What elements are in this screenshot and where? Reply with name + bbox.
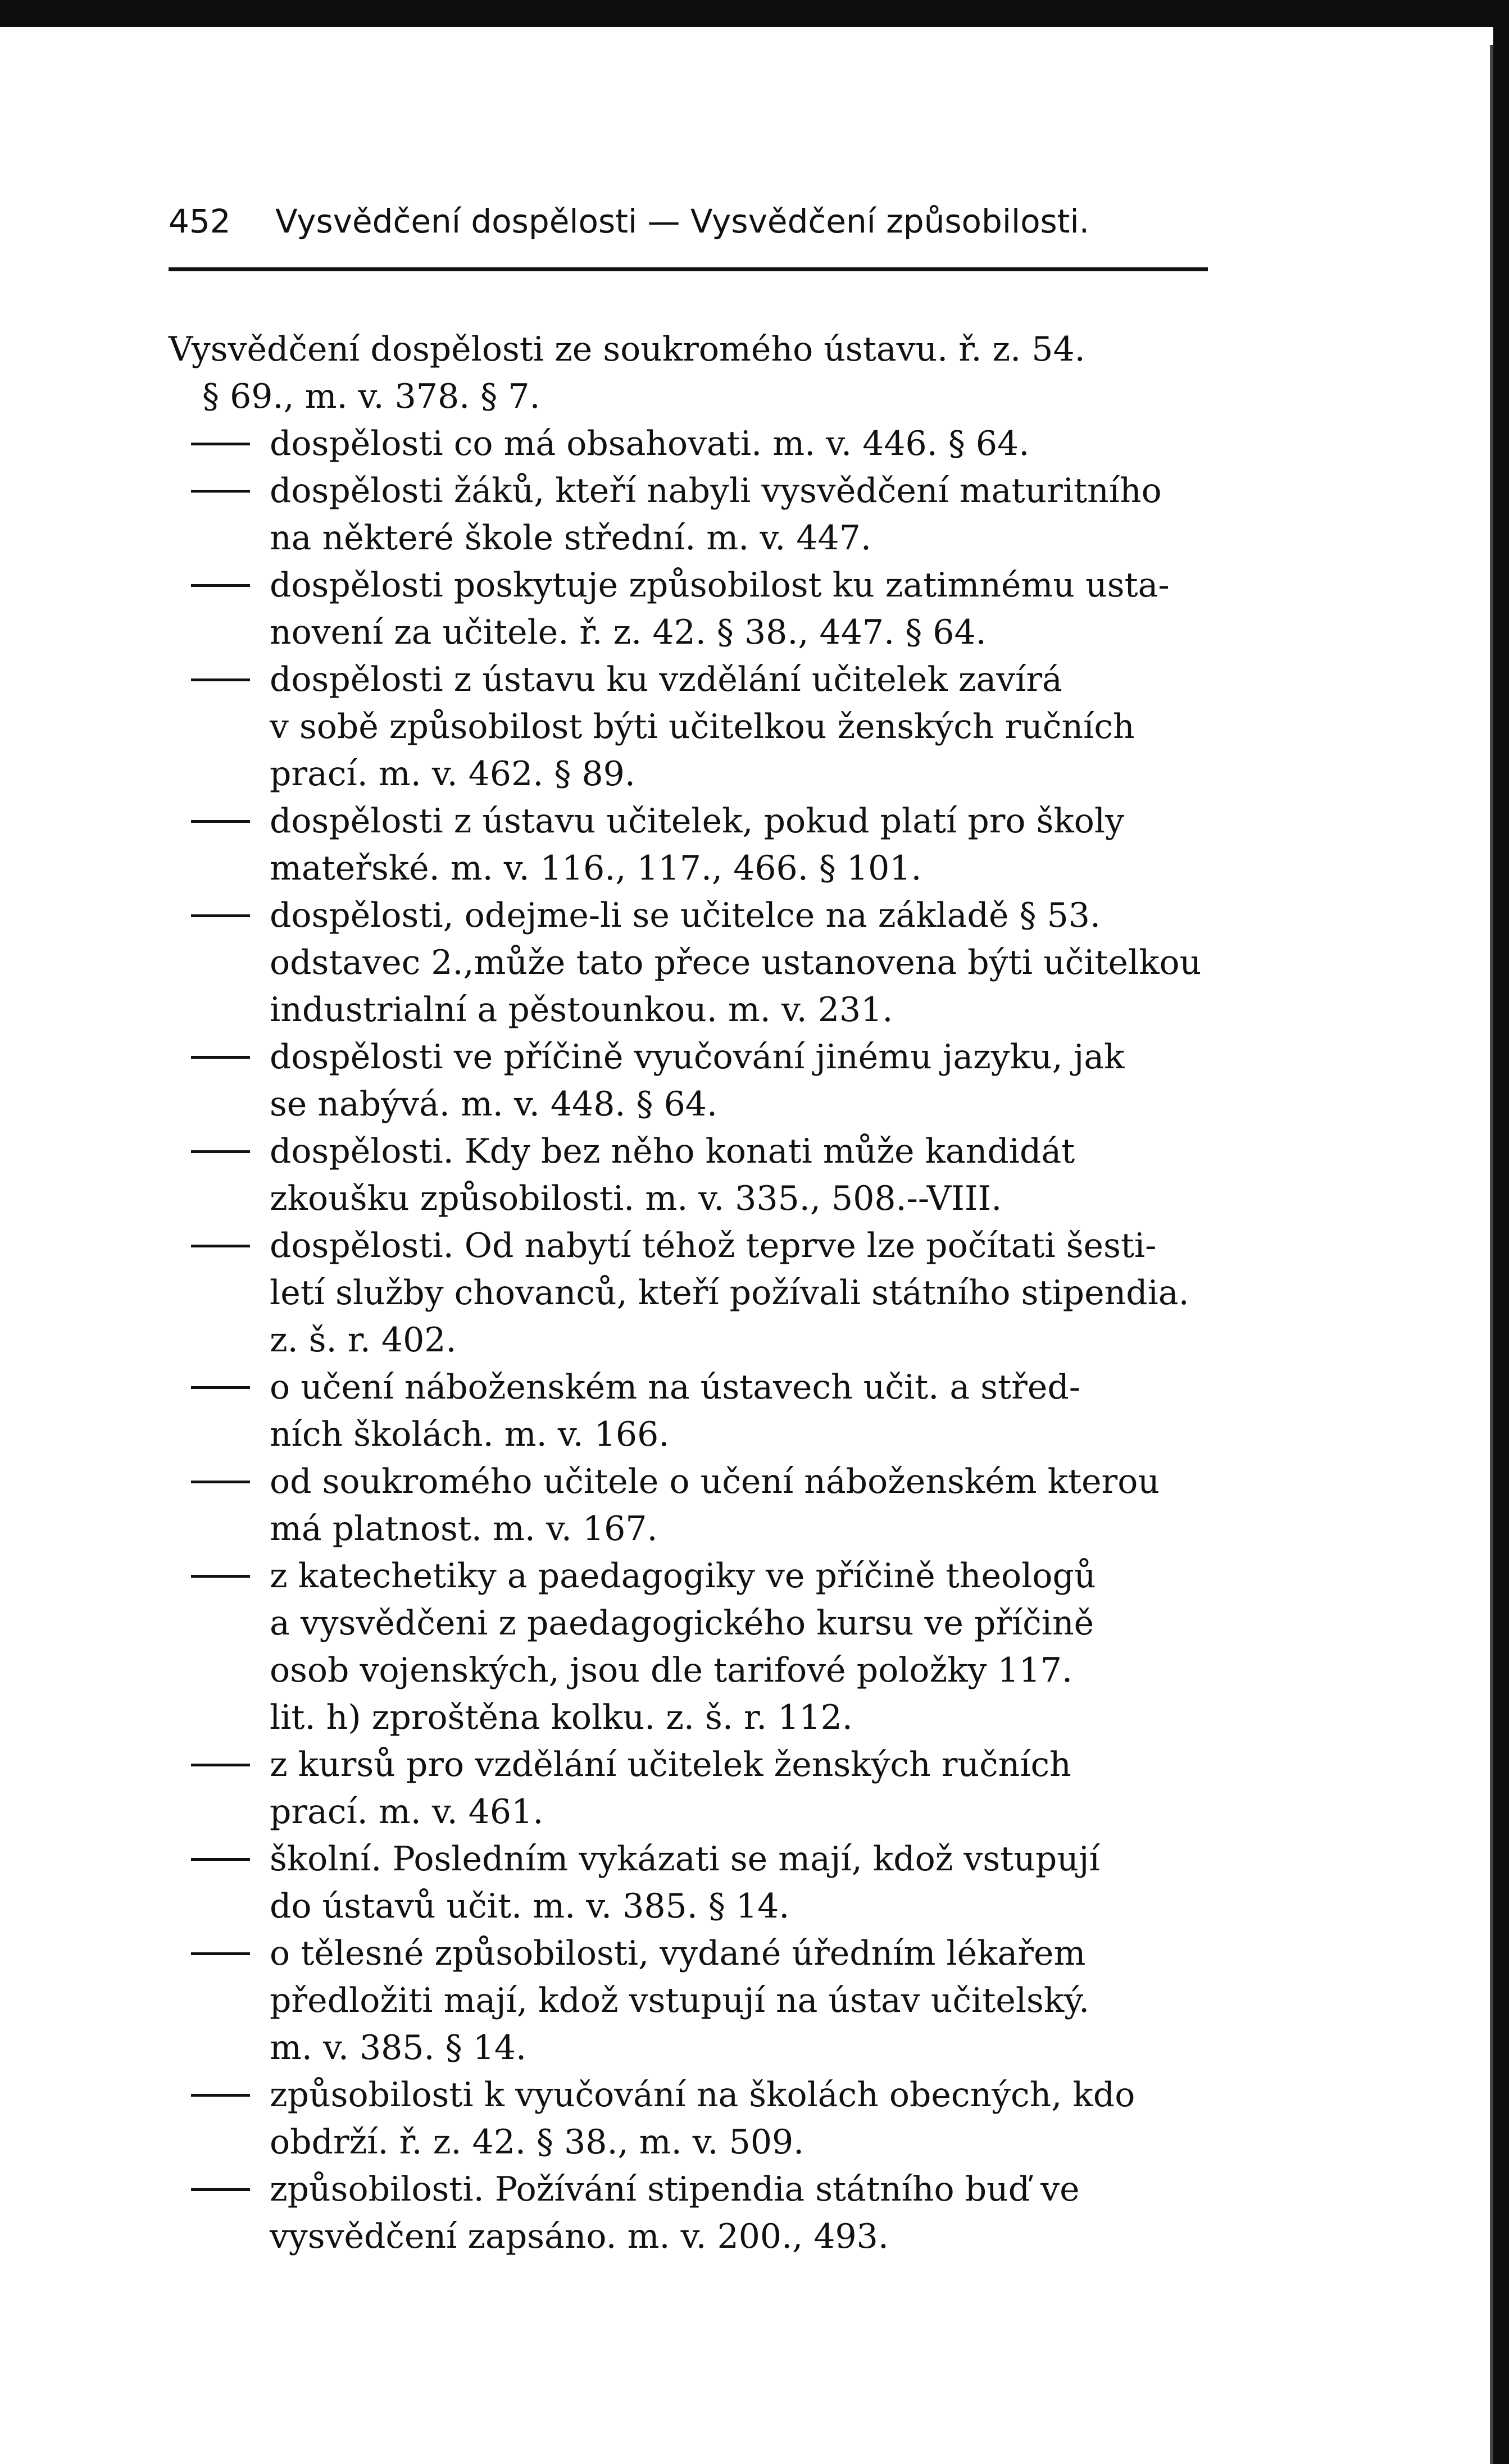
ditto-dash xyxy=(191,443,250,445)
entry-first-line xyxy=(169,1458,1360,1505)
running-header xyxy=(169,202,1348,247)
entry-continuation xyxy=(169,1505,1360,1552)
entry-first-line xyxy=(169,1128,1360,1175)
entry-text: prací. m. v. 462. § 89. xyxy=(270,754,635,794)
index-entry xyxy=(169,326,1360,420)
entry-continuation xyxy=(169,2119,1360,2166)
ditto-dash xyxy=(191,1150,250,1153)
scan-border-top xyxy=(0,0,1509,27)
entry-text: dospělosti žáků, kteří nabyli vysvědčení maturitního xyxy=(270,471,1162,511)
entry-text: od soukromého učitele o učení náboženském kterou xyxy=(270,1462,1160,1501)
ditto-dash xyxy=(191,1858,250,1861)
entry-first-line xyxy=(169,1033,1360,1081)
ditto-dash xyxy=(191,2188,250,2191)
entry-first-line xyxy=(169,467,1360,514)
entry-continuation xyxy=(169,1081,1360,1128)
entry-first-line xyxy=(169,420,1360,467)
page-number: 452 xyxy=(169,202,231,240)
entry-first-line xyxy=(169,656,1360,703)
entry-text: na některé škole střední. m. v. 447. xyxy=(270,518,871,558)
entry-text: z katechetiky a paedagogiky ve příčině theologů xyxy=(270,1556,1096,1596)
index-entry xyxy=(169,2071,1360,2166)
entry-continuation xyxy=(169,845,1360,892)
entry-text: vysvědčení zapsáno. m. v. 200., 493. xyxy=(270,2217,889,2256)
entry-text: o učení náboženském na ústavech učit. a střed- xyxy=(270,1368,1081,1407)
ditto-dash xyxy=(191,1764,250,1766)
entry-continuation xyxy=(169,1411,1360,1458)
index-entry xyxy=(169,467,1360,562)
entry-continuation xyxy=(169,1883,1360,1930)
entry-continuation xyxy=(169,1647,1360,1694)
entry-first-line xyxy=(169,2071,1360,2119)
entry-text: dospělosti, odejme-li se učitelce na základě § 53. xyxy=(270,896,1101,935)
entry-heading xyxy=(169,326,1360,373)
entry-continuation xyxy=(169,609,1360,656)
entry-continuation xyxy=(169,750,1360,798)
entry-text: z kursů pro vzdělání učitelek ženských ručních xyxy=(270,1745,1071,1784)
entry-continuation xyxy=(169,703,1360,750)
index-entry xyxy=(169,1033,1360,1128)
index-entry xyxy=(169,420,1360,467)
entry-first-line xyxy=(169,1222,1360,1269)
entry-continuation xyxy=(169,2213,1360,2260)
ditto-dash xyxy=(191,1056,250,1059)
index-entry xyxy=(169,562,1360,656)
entry-text: dospělosti. Od nabytí téhož teprve lze počítati šesti- xyxy=(270,1226,1157,1265)
entry-text: letí služby chovanců, kteří požívali státního stipendia. xyxy=(270,1273,1189,1313)
entry-text: § 69., m. v. 378. § 7. xyxy=(202,377,540,416)
header-rule xyxy=(169,267,1208,271)
entry-text: odstavec 2.,může tato přece ustanovena býti učitelkou xyxy=(270,943,1202,982)
ditto-dash xyxy=(191,1952,250,1955)
entry-text: m. v. 385. § 14. xyxy=(270,2028,527,2067)
entry-text: dospělosti z ústavu ku vzdělání učitelek zavírá xyxy=(270,660,1062,699)
index-entry xyxy=(169,1836,1360,1930)
entry-text: předložiti mají, kdož vstupují na ústav učitelský. xyxy=(270,1981,1090,2020)
entry-text: dospělosti. Kdy bez něho konati může kandidát xyxy=(270,1132,1075,1171)
entry-continuation xyxy=(169,2024,1360,2071)
running-title: Vysvědčení dospělosti — Vysvědčení způsobilosti. xyxy=(275,202,1090,240)
entry-continuation xyxy=(169,1600,1360,1647)
entry-first-line xyxy=(169,2166,1360,2213)
entry-first-line xyxy=(169,562,1360,609)
index-entry xyxy=(169,892,1360,1033)
entry-first-line xyxy=(169,1364,1360,1411)
ditto-dash xyxy=(191,678,250,681)
entry-text: dospělosti ve příčině vyučování jinému jazyku, jak xyxy=(270,1037,1125,1077)
entry-first-line xyxy=(169,1836,1360,1883)
entry-text: novení za učitele. ř. z. 42. § 38., 447. § 64. xyxy=(270,613,987,652)
index-entry xyxy=(169,1128,1360,1222)
index-entry xyxy=(169,1930,1360,2071)
entry-text: se nabývá. m. v. 448. § 64. xyxy=(270,1085,718,1124)
index-entry xyxy=(169,1458,1360,1552)
entry-text: zkoušku způsobilosti. m. v. 335., 508.--VIII. xyxy=(270,1179,1002,1218)
entry-continuation xyxy=(169,1317,1360,1364)
index-entries xyxy=(169,326,1360,2260)
entry-text: industrialní a pěstounkou. m. v. 231. xyxy=(270,990,893,1030)
entry-first-line xyxy=(169,1741,1360,1788)
entry-first-line xyxy=(169,798,1360,845)
entry-text: ních školách. m. v. 166. xyxy=(270,1415,670,1454)
ditto-dash xyxy=(191,1386,250,1389)
entry-text: osob vojenských, jsou dle tarifové položky 117. xyxy=(270,1651,1073,1690)
entry-text: způsobilosti. Požívání stipendia státního buď ve xyxy=(270,2170,1080,2209)
index-entry xyxy=(169,1222,1360,1364)
entry-text: Vysvědčení dospělosti ze soukromého ústavu. ř. z. 54. xyxy=(169,330,1085,369)
entry-continuation xyxy=(169,1788,1360,1836)
entry-continuation xyxy=(169,514,1360,562)
entry-first-line xyxy=(169,1552,1360,1600)
entry-text: v sobě způsobilost býti učitelkou ženských ručních xyxy=(270,707,1135,746)
entry-continuation xyxy=(169,1175,1360,1222)
entry-continuation xyxy=(169,1977,1360,2024)
ditto-dash xyxy=(191,490,250,493)
index-entry xyxy=(169,1364,1360,1458)
entry-continuation xyxy=(169,939,1360,986)
index-entry xyxy=(169,2166,1360,2260)
ditto-dash xyxy=(191,1481,250,1483)
entry-text: do ústavů učit. m. v. 385. § 14. xyxy=(270,1887,790,1926)
ditto-dash xyxy=(191,1245,250,1247)
scan-border-right-shadow xyxy=(1490,45,1493,2464)
entry-text: způsobilosti k vyučování na školách obecných, kdo xyxy=(270,2075,1135,2115)
entry-text: mateřské. m. v. 116., 117., 466. § 101. xyxy=(270,849,922,888)
entry-text: z. š. r. 402. xyxy=(270,1320,457,1360)
ditto-dash xyxy=(191,820,250,823)
entry-first-line xyxy=(169,892,1360,939)
entry-text: dospělosti poskytuje způsobilost ku zatimnému usta- xyxy=(270,566,1170,605)
entry-text: má platnost. m. v. 167. xyxy=(270,1509,658,1548)
entry-text: lit. h) zproštěna kolku. z. š. r. 112. xyxy=(270,1698,853,1737)
index-entry xyxy=(169,1552,1360,1741)
index-entry xyxy=(169,1741,1360,1836)
entry-text: dospělosti co má obsahovati. m. v. 446. § 64. xyxy=(270,424,1030,463)
index-entry xyxy=(169,798,1360,892)
index-entry xyxy=(169,656,1360,798)
entry-text: obdrží. ř. z. 42. § 38., m. v. 509. xyxy=(270,2123,805,2162)
ditto-dash xyxy=(191,1575,250,1578)
ditto-dash xyxy=(191,914,250,917)
entry-continuation xyxy=(169,1694,1360,1741)
entry-text: dospělosti z ústavu učitelek, pokud platí pro školy xyxy=(270,801,1124,841)
entry-text: prací. m. v. 461. xyxy=(270,1792,544,1832)
entry-continuation xyxy=(169,986,1360,1033)
ditto-dash xyxy=(191,2094,250,2097)
ditto-dash xyxy=(191,584,250,587)
entry-text: a vysvědčeni z paedagogického kursu ve příčině xyxy=(270,1604,1094,1643)
entry-continuation xyxy=(169,373,1360,420)
entry-text: školní. Posledním vykázati se mají, kdož vstupují xyxy=(270,1839,1100,1879)
entry-continuation xyxy=(169,1269,1360,1317)
entry-first-line xyxy=(169,1930,1360,1977)
scan-border-right xyxy=(1493,0,1509,2464)
entry-text: o tělesné způsobilosti, vydané úředním lékařem xyxy=(270,1934,1086,1973)
